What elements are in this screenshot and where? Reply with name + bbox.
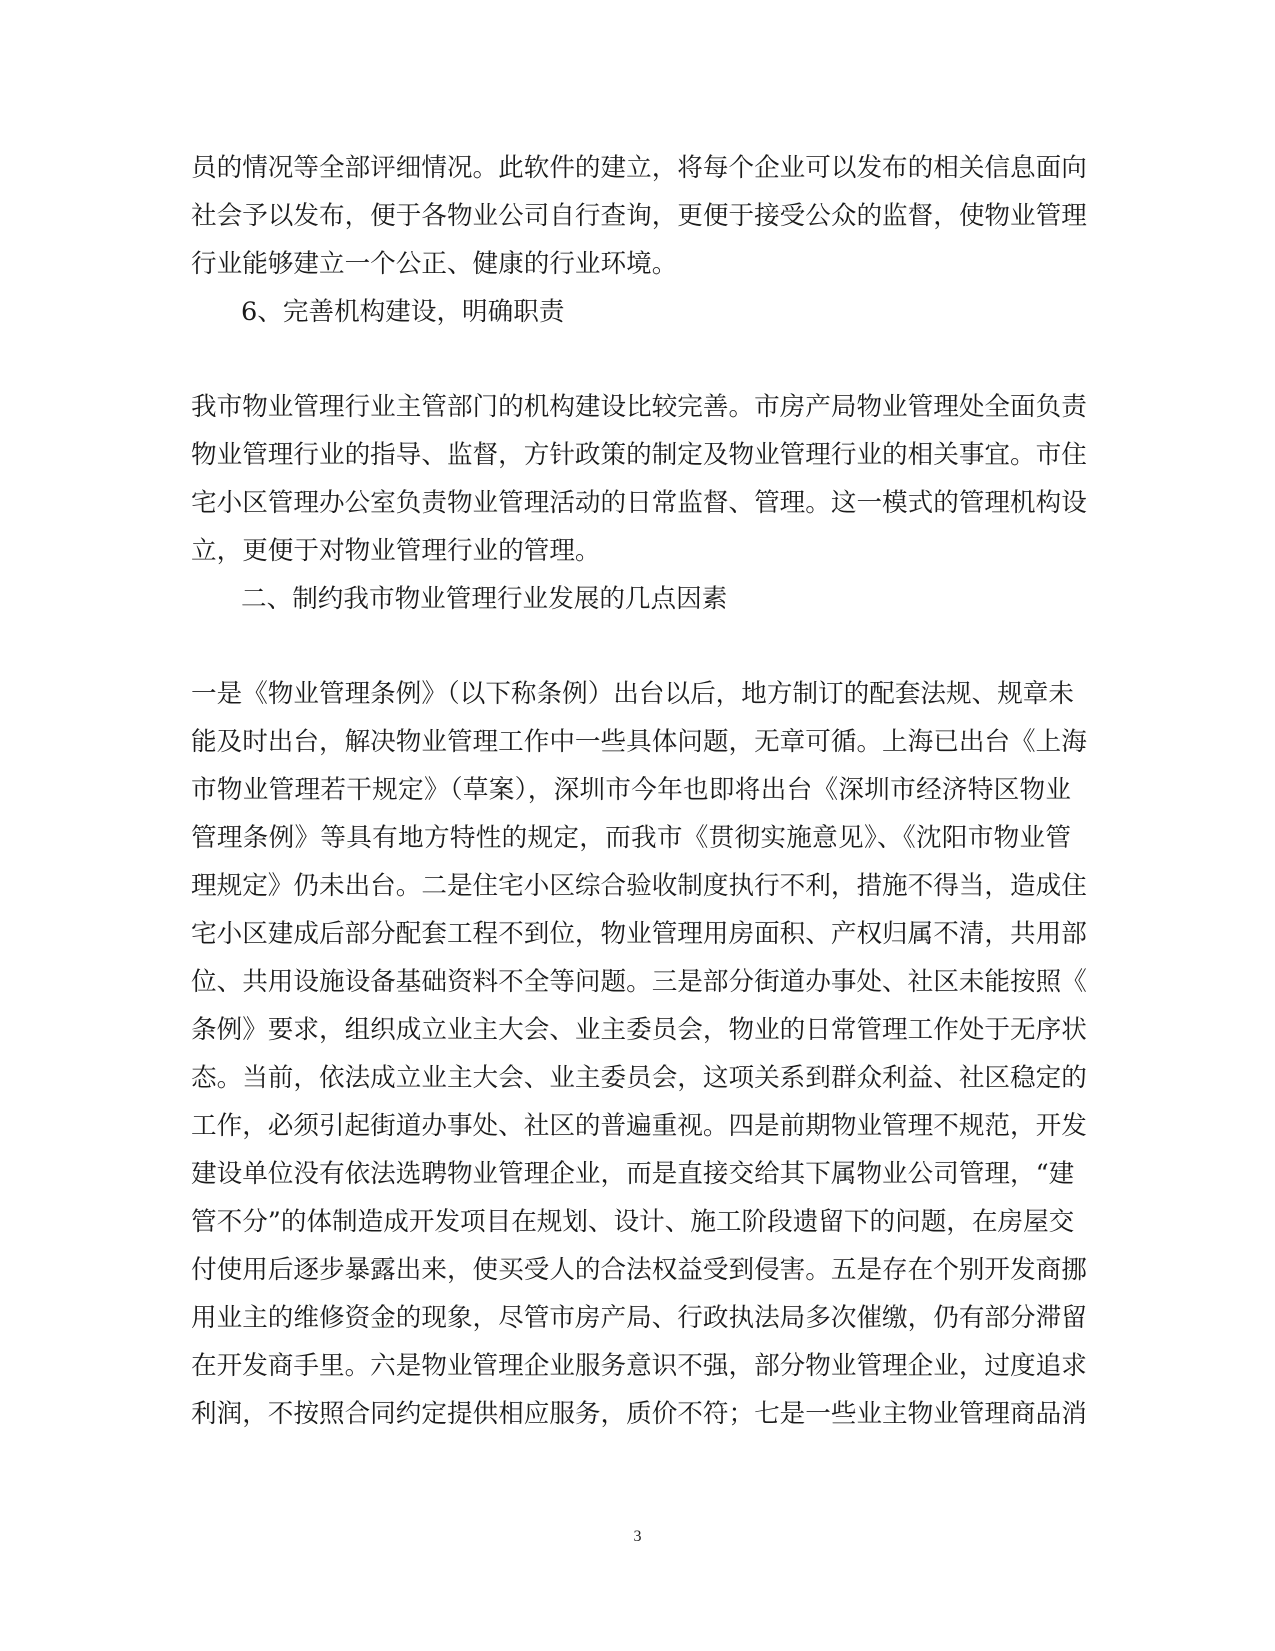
- page-number: 3: [633, 1528, 642, 1545]
- section-heading: 二、制约我市物业管理行业发展的几点因素: [241, 584, 728, 614]
- text-line: 位、共用设施设备基础资料不全等问题。三是部分街道办事处、社区未能按照《: [191, 967, 1087, 997]
- text-line: 理规定》仍未出台。二是住宅小区综合验收制度执行不利，措施不得当，造成住: [191, 871, 1087, 901]
- text-line: 宅小区建成后部分配套工程不到位，物业管理用房面积、产权归属不清，共用部: [191, 919, 1087, 949]
- text-line: 条例》要求，组织成立业主大会、业主委员会，物业的日常管理工作处于无序状: [191, 1015, 1087, 1045]
- text-line: 管理条例》等具有地方特性的规定，而我市《贯彻实施意见》、《沈阳市物业管: [191, 823, 1071, 853]
- text-line: 社会予以发布，便于各物业公司自行查询，更便于接受公众的监督，使物业管理: [191, 201, 1087, 231]
- text-line: 一是《物业管理条例》（以下称条例）出台以后，地方制订的配套法规、规章未: [191, 679, 1074, 709]
- text-line: 付使用后逐步暴露出来，使买受人的合法权益受到侵害。五是存在个别开发商挪: [191, 1255, 1087, 1285]
- text-line: 能及时出台，解决物业管理工作中一些具体问题，无章可循。上海已出台《上海: [191, 727, 1087, 757]
- text-line: 态。当前，依法成立业主大会、业主委员会，这项关系到群众利益、社区稳定的: [191, 1063, 1087, 1093]
- text-line: 市物业管理若干规定》（草案），深圳市今年也即将出台《深圳市经济特区物业: [191, 775, 1071, 805]
- text-line: 我市物业管理行业主管部门的机构建设比较完善。市房产局物业管理处全面负责: [191, 392, 1087, 422]
- text-line: 利润，不按照合同约定提供相应服务，质价不符；七是一些业主物业管理商品消: [191, 1399, 1087, 1429]
- text-line: 宅小区管理办公室负责物业管理活动的日常监督、管理。这一模式的管理机构设: [191, 488, 1087, 518]
- text-line: 在开发商手里。六是物业管理企业服务意识不强，部分物业管理企业，过度追求: [191, 1351, 1087, 1381]
- section-heading: 6、完善机构建设，明确职责: [241, 297, 565, 327]
- text-line: 建设单位没有依法选聘物业管理企业，而是直接交给其下属物业公司管理，“建: [191, 1159, 1075, 1189]
- text-line: 工作，必须引起街道办事处、社区的普遍重视。四是前期物业管理不规范，开发: [191, 1111, 1087, 1141]
- text-line: 用业主的维修资金的现象，尽管市房产局、行政执法局多次催缴，仍有部分滞留: [191, 1303, 1087, 1333]
- text-line: 行业能够建立一个公正、健康的行业环境。: [191, 249, 678, 279]
- text-line: 物业管理行业的指导、监督，方针政策的制定及物业管理行业的相关事宜。市住: [191, 440, 1087, 470]
- text-line: 立，更便于对物业管理行业的管理。: [191, 536, 601, 566]
- text-line: 员的情况等全部评细情况。此软件的建立，将每个企业可以发布的相关信息面向: [191, 153, 1087, 183]
- text-line: 管不分”的体制造成开发项目在规划、设计、施工阶段遗留下的问题，在房屋交: [191, 1207, 1075, 1237]
